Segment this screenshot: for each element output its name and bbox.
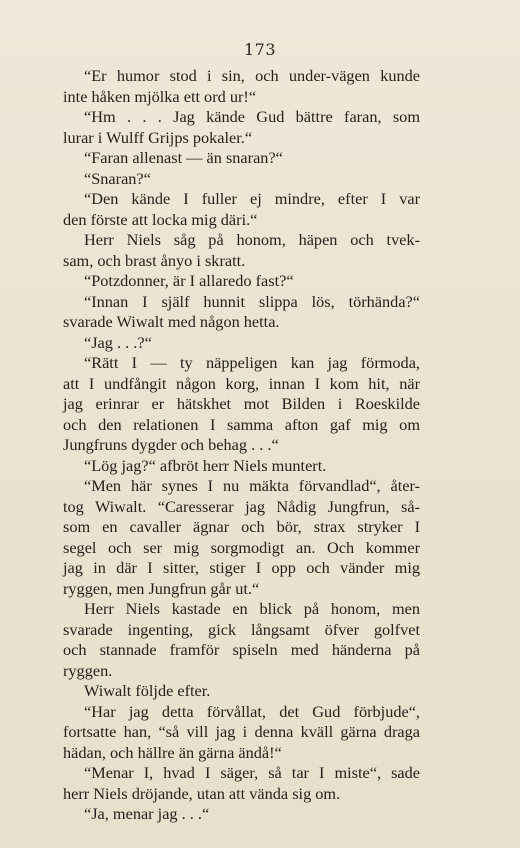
text-line: “Faran allenast — än snaran?“ bbox=[84, 148, 283, 167]
text-line: Wiwalt följde efter. bbox=[84, 681, 211, 700]
text-line: svarade ingenting, gick långsamt öfver golfvet bbox=[63, 619, 420, 639]
text-line: fortsatte han, “så vill jag i denna kväll gärna draga bbox=[63, 722, 420, 741]
text-line: och den relationen I samma afton gaf mig om bbox=[63, 414, 420, 434]
text-line: “Innan I själf hunnit slippa lös, törhända?“ bbox=[84, 291, 420, 311]
body-text bbox=[63, 66, 420, 825]
text-line: “Jag . . .?“ bbox=[84, 332, 152, 352]
text-line: “Hm . . . Jag kände Gud bättre faran, som bbox=[84, 107, 420, 126]
text-line: herr Niels dröjande, utan att vända sig om. bbox=[63, 783, 341, 803]
text-line: inte håken mjölka ett ord ur!“ bbox=[63, 86, 257, 106]
text-line: “Potzdonner, är I allaredo fast?“ bbox=[84, 271, 294, 290]
text-line: jag in där I sitter, stiger I opp och vänder mig bbox=[63, 558, 420, 577]
text-line: Herr Niels såg på honom, häpen och tvek- bbox=[84, 230, 420, 249]
text-line: hädan, och hällre än gärna ändå!“ bbox=[63, 742, 282, 762]
text-line: tog Wiwalt. “Caresserar jag Nådig Jungfrun, så- bbox=[63, 496, 420, 516]
text-line: som en cavaller ägnar och bör, strax stryker I bbox=[63, 517, 420, 536]
text-line: “Den kände I fuller ej mindre, efter I var bbox=[84, 189, 420, 208]
page-number: 173 bbox=[243, 40, 277, 59]
text-line: “Lög jag?“ afbröt herr Niels muntert. bbox=[84, 455, 327, 475]
text-line: lurar i Wulff Grijps pokaler.“ bbox=[63, 127, 253, 147]
text-line: “Er humor stod i sin, och under-vägen kunde bbox=[84, 66, 420, 85]
text-line: “Snaran?“ bbox=[84, 168, 151, 188]
text-line: “Men här synes I nu mäkta förvandlad“, åter- bbox=[84, 476, 420, 495]
text-line: sam, och brast ånyo i skratt. bbox=[63, 250, 246, 270]
text-line: “Menar I, hvad I säger, så tar I miste“, sade bbox=[84, 763, 420, 782]
text-line: ryggen. bbox=[63, 660, 113, 680]
text-line: Herr Niels kastade en blick på honom, men bbox=[84, 599, 420, 618]
text-line: svarade Wiwalt med någon hetta. bbox=[63, 312, 280, 331]
text-line: segel och ser mig sorgmodigt an. Och kommer bbox=[63, 537, 420, 557]
text-line: “Ja, menar jag . . .“ bbox=[84, 804, 210, 823]
text-line: att I undfångit någon korg, innan I kom hit, när bbox=[63, 373, 420, 393]
text-line: jag erinrar er hätskhet mot Bilden i Roeskilde bbox=[63, 394, 420, 413]
text-line: och stannade framför spiseln med händerna på bbox=[63, 640, 420, 659]
text-line: “Rätt I — ty näppeligen kan jag förmoda, bbox=[84, 353, 420, 372]
text-line: den förste att locka mig däri.“ bbox=[63, 209, 258, 229]
text-line: ryggen, men Jungfrun går ut.“ bbox=[63, 578, 260, 598]
text-line: “Har jag detta förvållat, det Gud förbjude“, bbox=[84, 701, 420, 721]
text-line: Jungfruns dygder och behag . . .“ bbox=[63, 435, 279, 454]
